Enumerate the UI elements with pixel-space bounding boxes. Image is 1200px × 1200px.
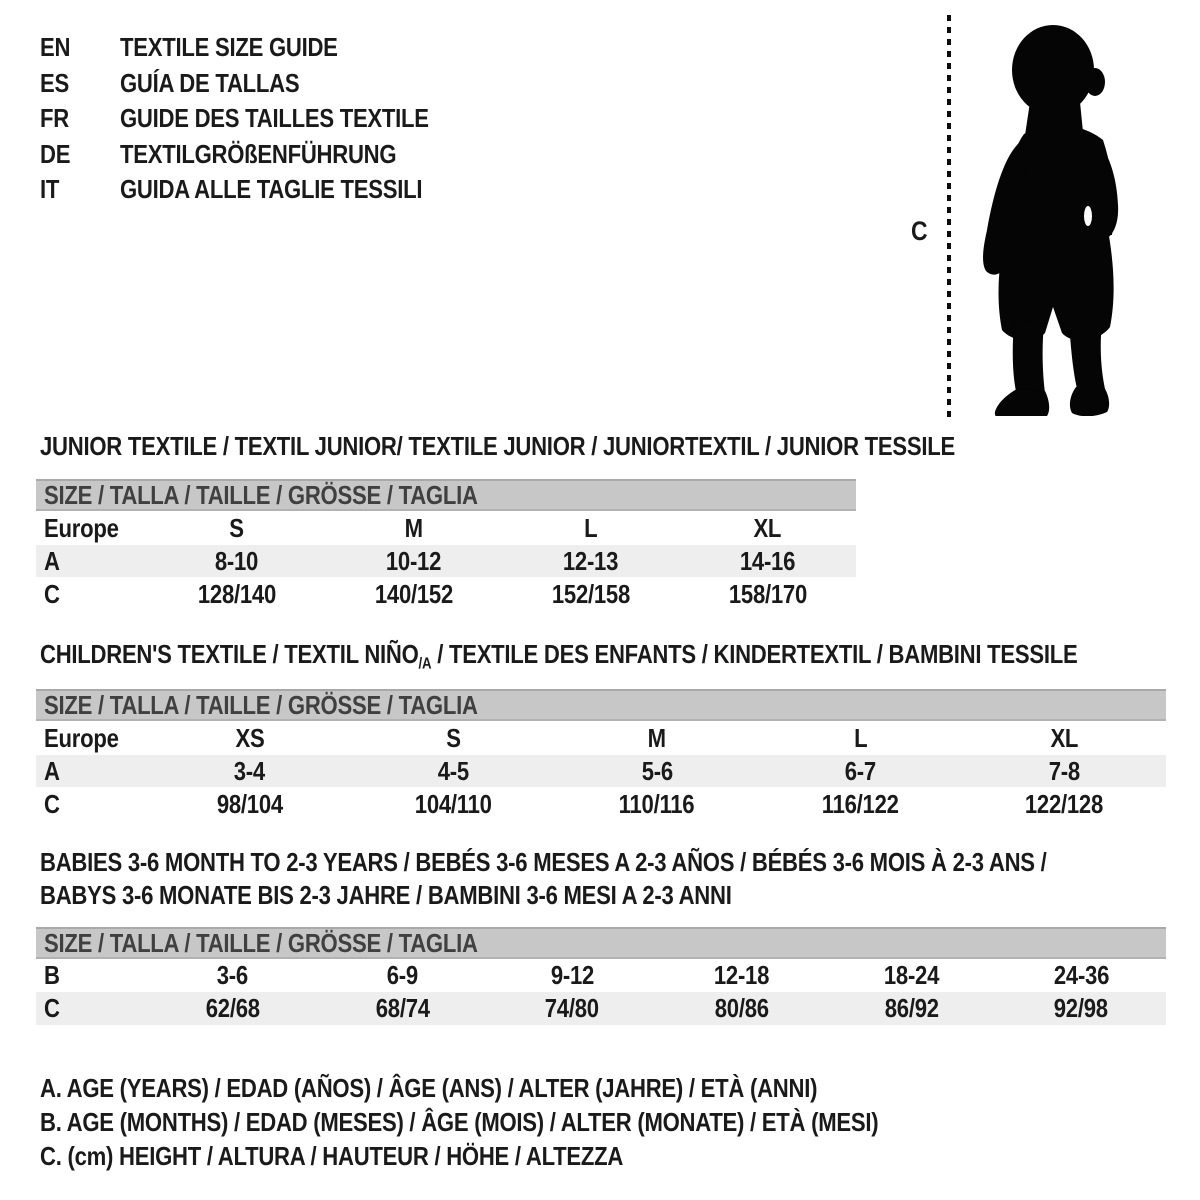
table-cell: 14-16 — [739, 545, 796, 576]
junior-col-m: M — [404, 512, 423, 543]
language-code-es: ES — [40, 67, 69, 98]
table-cell: 7-8 — [1048, 755, 1080, 786]
table-cell: 62/68 — [205, 993, 260, 1023]
table-cell: 12-13 — [562, 545, 619, 576]
language-row-fr — [40, 101, 483, 137]
section-title-babies-line1 — [40, 847, 1200, 878]
babies-size-header-bar — [36, 927, 1166, 959]
children-row-europe — [36, 721, 1166, 755]
section-title-babies-line2 — [40, 880, 854, 911]
legend — [40, 1071, 1026, 1173]
junior-size-header-label: SIZE / TALLA / TAILLE / GRÖSSE / TAGLIA — [44, 479, 478, 510]
babies-row-months-label: B — [44, 960, 60, 990]
section-title-junior-text: JUNIOR TEXTILE / TEXTIL JUNIOR/ TEXTILE JUNIOR / JUNIORTEXTIL / JUNIOR TESSILE — [40, 431, 955, 461]
children-row-height-label: C — [44, 789, 60, 819]
table-cell: 3-4 — [234, 755, 266, 786]
language-title-de: TEXTILGRÖßENFÜHRUNG — [120, 138, 397, 169]
language-title-list — [40, 30, 483, 208]
junior-row-age-label: A — [44, 545, 60, 576]
language-title-it: GUIDA ALLE TAGLIE TESSILI — [120, 174, 423, 205]
table-cell: 116/122 — [822, 789, 900, 819]
babies-row-height-label: C — [44, 993, 60, 1023]
language-code-de: DE — [40, 138, 71, 169]
table-cell: 5-6 — [641, 755, 673, 786]
junior-row-europe — [36, 511, 856, 545]
children-col-xs: XS — [235, 722, 265, 753]
children-title-part2: / TEXTILE DES ENFANTS / KINDERTEXTIL / BAMBINI TESSILE — [431, 639, 1078, 669]
babies-size-table — [36, 927, 1166, 1025]
table-cell: 98/104 — [216, 789, 283, 819]
language-title-en: TEXTILE SIZE GUIDE — [120, 32, 338, 63]
children-size-header-label: SIZE / TALLA / TAILLE / GRÖSSE / TAGLIA — [44, 689, 478, 720]
table-cell: 152/158 — [551, 579, 630, 609]
legend-line-c — [40, 1139, 1026, 1173]
children-title-sub: /A — [418, 655, 432, 673]
language-title-fr: GUIDE DES TAILLES TEXTILE — [120, 103, 429, 134]
toddler-silhouette-image — [960, 20, 1142, 416]
table-cell: 12-18 — [714, 960, 770, 990]
junior-size-table — [36, 479, 856, 612]
children-size-table — [36, 689, 1166, 822]
table-cell: 80/86 — [714, 993, 769, 1023]
language-row-es — [40, 66, 483, 102]
junior-col-s: S — [229, 512, 244, 543]
babies-title-line1-text: BABIES 3-6 MONTH TO 2-3 YEARS / BEBÉS 3-6 MESES A 2-3 AÑOS / BÉBÉS 3-6 MOIS À 2-3 ANS / — [40, 847, 1047, 877]
children-size-header-bar — [36, 689, 1166, 721]
babies-row-height — [36, 992, 1166, 1025]
junior-row-height-label: C — [44, 579, 60, 609]
babies-row-months — [36, 959, 1166, 992]
table-cell: 86/92 — [884, 993, 939, 1023]
junior-row-europe-label: Europe — [44, 512, 119, 543]
table-cell: 74/80 — [545, 993, 600, 1023]
table-cell: 8-10 — [214, 545, 259, 576]
language-code-it: IT — [40, 174, 60, 205]
language-title-es: GUÍA DE TALLAS — [120, 67, 300, 98]
table-cell: 104/110 — [414, 789, 492, 819]
table-cell: 9-12 — [550, 960, 594, 990]
junior-row-age — [36, 545, 856, 577]
language-row-it — [40, 172, 483, 208]
children-title-part1: CHILDREN'S TEXTILE / TEXTIL NIÑO — [40, 639, 419, 669]
table-cell: 110/116 — [619, 789, 695, 819]
table-cell: 18-24 — [883, 960, 940, 990]
legend-b-text: B. AGE (MONTHS) / EDAD (MESES) / ÂGE (MOIS) / ALTER (MONATE) / ETÀ (MESI) — [40, 1106, 879, 1137]
language-code-en: EN — [40, 32, 71, 63]
table-cell: 24-36 — [1053, 960, 1109, 990]
children-col-xl: XL — [1050, 722, 1079, 753]
section-title-children — [40, 639, 1200, 673]
language-row-de — [40, 137, 483, 173]
height-measure-label-wrap — [911, 216, 930, 247]
children-row-age — [36, 755, 1166, 787]
babies-title-line2-text: BABYS 3-6 MONATE BIS 2-3 JAHRE / BAMBINI 3-6 MESI A 2-3 ANNI — [40, 880, 732, 910]
junior-col-l: L — [583, 512, 598, 543]
table-cell: 158/170 — [728, 579, 807, 609]
table-cell: 6-7 — [844, 755, 877, 786]
legend-line-b — [40, 1105, 1026, 1139]
junior-size-header-bar — [36, 479, 856, 511]
children-col-l: L — [853, 722, 868, 753]
height-measure-dashed-line — [947, 15, 951, 419]
section-title-children-text — [40, 639, 1077, 673]
children-row-height — [36, 787, 1166, 822]
language-row-en — [40, 30, 483, 66]
babies-size-header-label: SIZE / TALLA / TAILLE / GRÖSSE / TAGLIA — [44, 927, 478, 958]
table-cell: 4-5 — [437, 755, 469, 786]
junior-col-xl: XL — [753, 512, 782, 543]
language-code-fr: FR — [40, 103, 69, 134]
children-row-europe-label: Europe — [44, 722, 119, 753]
table-cell: 10-12 — [385, 545, 442, 576]
children-col-s: S — [446, 722, 461, 753]
table-cell: 128/140 — [197, 579, 276, 609]
children-row-age-label: A — [44, 755, 60, 786]
section-title-junior — [40, 431, 1116, 462]
table-cell: 6-9 — [386, 960, 419, 990]
table-cell: 3-6 — [217, 960, 249, 990]
legend-line-a — [40, 1071, 1026, 1105]
legend-a-text: A. AGE (YEARS) / EDAD (AÑOS) / ÂGE (ANS) / ALTER (JAHRE) / ETÀ (ANNI) — [40, 1072, 818, 1103]
table-cell: 92/98 — [1054, 993, 1109, 1023]
height-measure-label: C — [911, 216, 928, 246]
table-cell: 140/152 — [374, 579, 453, 609]
table-cell: 122/128 — [1025, 789, 1104, 819]
children-col-m: M — [647, 722, 667, 753]
legend-c-text: C. (cm) HEIGHT / ALTURA / HAUTEUR / HÖHE / ALTEZZA — [40, 1140, 624, 1171]
junior-row-height — [36, 577, 856, 612]
table-cell: 68/74 — [375, 993, 430, 1023]
